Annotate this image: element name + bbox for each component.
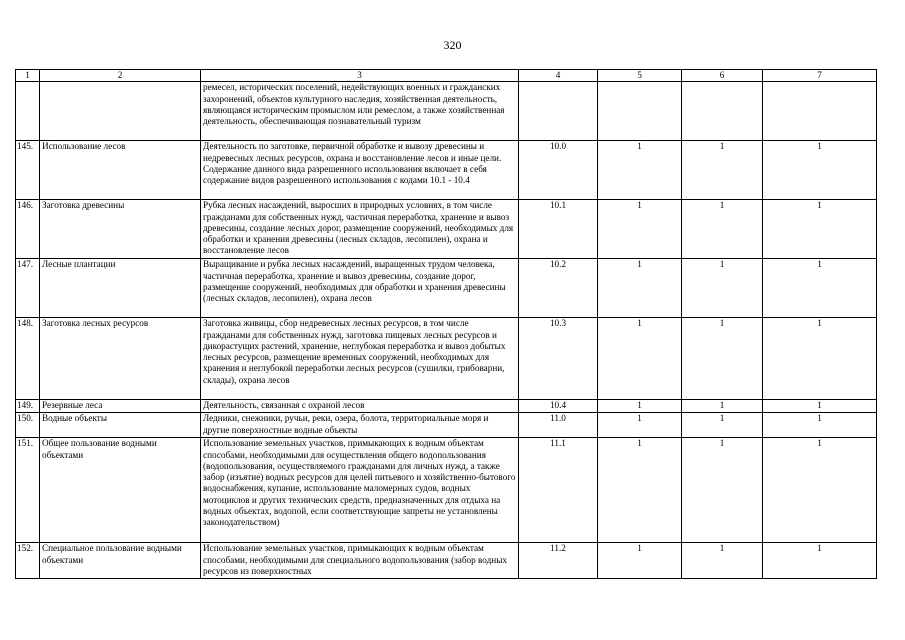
cell-col-6: 1 [682,200,763,259]
cell-col-6: 1 [682,141,763,200]
cell-col-7: 1 [763,413,877,438]
cell-col-7 [763,82,877,141]
row-number: 148. [16,318,40,400]
land-use-description: ремесел, исторических поселений, недействующих военных и гражданских захоронений, объектов культурного наследия, хозяйственная деятельность, являющаяся историческим промыслом или ремеслом, а также хозяйственная деятельность, обеспечивающая познавательный туризм [201,82,519,141]
land-use-description: Деятельность по заготовке, первичной обработке и вывозу древесины и недревесных лесных ресурсов, охрана и восстановление лесов и иные цели. Содержание данного вида разрешенного использования включает в себя содержание видов разрешенного использования с кодами 10.1 - 10.4 [201,141,519,200]
column-header: 3 [201,70,519,82]
cell-col-5: 1 [598,318,682,400]
column-header: 2 [40,70,201,82]
land-use-code: 11.2 [519,543,598,579]
land-use-name: Использование лесов [40,141,201,200]
cell-col-7: 1 [763,200,877,259]
row-number: 152. [16,543,40,579]
land-use-description: Выращивание и рубка лесных насаждений, выращенных трудом человека, частичная переработка, хранение и вывоз древесины, создание дорог, размещение сооружений, необходимых для обработки и хранения древесины (лесных складов, лесопилен), охрана лесов [201,259,519,318]
table-row [16,438,877,543]
column-header: 7 [763,70,877,82]
land-use-name: Специальное пользование водными объектами [40,543,201,579]
land-use-code: 10.0 [519,141,598,200]
table-row [16,200,877,259]
cell-col-7: 1 [763,141,877,200]
table-row [16,413,877,438]
land-use-code: 10.4 [519,400,598,413]
column-header: 4 [519,70,598,82]
land-use-name: Водные объекты [40,413,201,438]
land-use-description: Заготовка живицы, сбор недревесных лесных ресурсов, в том числе гражданами для собственных нужд, заготовка пищевых лесных ресурсов и дикорастущих растений, хранение, неглубокая переработка и вывоз добытых лесных ресурсов, размещение временных сооружений, необходимых для хранения и неглубокой переработки лесных ресурсов (сушилки, грибоварни, склады), охрана лесов [201,318,519,400]
land-use-table [15,69,877,579]
cell-col-7: 1 [763,543,877,579]
land-use-code: 11.0 [519,413,598,438]
cell-col-7: 1 [763,400,877,413]
table-row [16,543,877,579]
column-header: 6 [682,70,763,82]
column-header: 1 [16,70,40,82]
land-use-name: Заготовка древесины [40,200,201,259]
cell-col-6: 1 [682,400,763,413]
cell-col-5: 1 [598,438,682,543]
cell-col-5: 1 [598,400,682,413]
cell-col-6: 1 [682,413,763,438]
cell-col-6: 1 [682,543,763,579]
cell-col-5: 1 [598,259,682,318]
cell-col-7: 1 [763,259,877,318]
cell-col-5: 1 [598,141,682,200]
land-use-name: Заготовка лесных ресурсов [40,318,201,400]
cell-col-5: 1 [598,413,682,438]
land-use-name: Резервные леса [40,400,201,413]
cell-col-5 [598,82,682,141]
land-use-code: 10.1 [519,200,598,259]
land-use-name: Лесные плантации [40,259,201,318]
page-number: 320 [443,38,462,52]
row-number: 151. [16,438,40,543]
land-use-code [519,82,598,141]
row-number: 150. [16,413,40,438]
cell-col-5: 1 [598,200,682,259]
column-number-row [16,70,877,82]
cell-col-6: 1 [682,259,763,318]
land-use-description: Ледники, снежники, ручьи, реки, озера, болота, территориальные моря и другие поверхностные водные объекты [201,413,519,438]
cell-col-6: 1 [682,438,763,543]
row-number: 146. [16,200,40,259]
land-use-description: Использование земельных участков, примыкающих к водным объектам способами, необходимыми для специального водопользования (забор водных ресурсов из поверхностных [201,543,519,579]
row-number: 145. [16,141,40,200]
row-number [16,82,40,141]
column-header: 5 [598,70,682,82]
cell-col-7: 1 [763,438,877,543]
row-number: 147. [16,259,40,318]
land-use-name [40,82,201,141]
cell-col-7: 1 [763,318,877,400]
row-number: 149. [16,400,40,413]
table-row [16,259,877,318]
land-use-description: Использование земельных участков, примыкающих к водным объектам способами, необходимыми для осуществления общего водопользования (водопользования, осуществляемого гражданами для личных нужд, а также забор (изъятие) водных ресурсов для целей питьевого и хозяйственно-бытового водоснабжения, купание, использование маломерных судов, водных мотоциклов и других технических средств, предназначенных для отдыха на водных объектах, водопой, если соответствующие запреты не установлены законодательством) [201,438,519,543]
land-use-name: Общее пользование водными объектами [40,438,201,543]
table-row [16,141,877,200]
table-row [16,318,877,400]
cell-col-6 [682,82,763,141]
land-use-code: 10.3 [519,318,598,400]
land-use-code: 10.2 [519,259,598,318]
table-row [16,400,877,413]
cell-col-5: 1 [598,543,682,579]
table-row [16,82,877,141]
land-use-description: Рубка лесных насаждений, выросших в природных условиях, в том числе гражданами для собственных нужд, частичная переработка, хранение и вывоз древесины, создание лесных дорог, размещение сооружений, необходимых для обработки и хранения древесины (лесных складов, лесопилен), охрана и восстановление лесов [201,200,519,259]
land-use-code: 11.1 [519,438,598,543]
land-use-description: Деятельность, связанная с охраной лесов [201,400,519,413]
cell-col-6: 1 [682,318,763,400]
